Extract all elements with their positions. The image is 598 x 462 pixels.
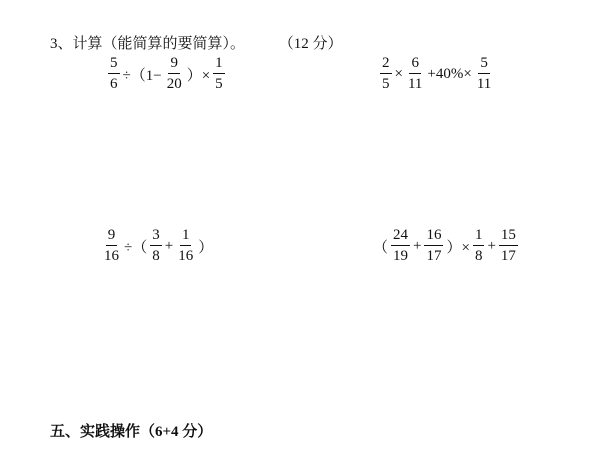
- fraction-numerator: 1: [180, 228, 192, 246]
- fraction: [391, 228, 410, 264]
- fraction: [424, 228, 443, 264]
- section-3-title: 3、计算（能简算的要简算）。: [50, 36, 246, 52]
- fraction: [108, 56, 120, 92]
- fraction-numerator: 5: [108, 56, 120, 74]
- fraction-denominator: 11: [407, 76, 423, 92]
- math-operator-text: ÷（: [124, 239, 148, 256]
- section-5-heading: 五、实践操作（6+4 分）: [50, 424, 213, 440]
- fraction-numerator: 5: [478, 56, 490, 74]
- fraction-numerator: 3: [150, 228, 162, 246]
- fraction-denominator: 6: [110, 76, 118, 92]
- fraction: [102, 228, 121, 264]
- math-operator-text: +: [487, 237, 496, 254]
- math-problem-3: [100, 228, 214, 264]
- math-operator-text: +: [164, 237, 174, 254]
- fraction-numerator: 15: [499, 228, 518, 246]
- fraction: [499, 228, 518, 264]
- fraction-denominator: 8: [152, 248, 160, 264]
- fraction-numerator: 9: [168, 56, 180, 74]
- fraction: [473, 228, 485, 264]
- fraction-denominator: 17: [426, 248, 442, 264]
- fraction: [213, 56, 225, 92]
- math-operator-text: ×: [394, 65, 403, 82]
- fraction-numerator: 9: [106, 228, 118, 246]
- fraction: [475, 56, 493, 92]
- fraction-numerator: 1: [473, 228, 485, 246]
- fraction-numerator: 2: [380, 56, 392, 74]
- fraction-denominator: 19: [393, 248, 409, 264]
- math-operator-text: ）×: [446, 239, 470, 256]
- math-operator-text: ）×: [186, 67, 211, 84]
- section-3-points: （12 分）: [278, 36, 343, 52]
- math-operator-text: +: [413, 237, 422, 254]
- fraction-denominator: 11: [476, 76, 492, 92]
- fraction-numerator: 24: [391, 228, 410, 246]
- fraction-denominator: 16: [104, 248, 119, 264]
- fraction-numerator: 16: [424, 228, 443, 246]
- math-operator-text: ）: [198, 239, 214, 256]
- math-problem-2: [378, 56, 495, 92]
- fraction-denominator: 20: [166, 76, 182, 92]
- fraction-numerator: 1: [213, 56, 225, 74]
- fraction-numerator: 6: [409, 56, 421, 74]
- math-operator-text: +40%×: [427, 65, 472, 82]
- section-3-heading: [50, 32, 343, 53]
- fraction-denominator: 8: [474, 248, 483, 264]
- math-operator-text: （: [373, 239, 389, 256]
- fraction: [165, 56, 184, 92]
- fraction: [150, 228, 162, 264]
- math-operator-text: ÷（1−: [122, 67, 162, 84]
- fraction-denominator: 5: [382, 76, 390, 92]
- math-problem-1: [106, 56, 227, 92]
- fraction-denominator: 5: [215, 76, 223, 92]
- fraction: [176, 228, 195, 264]
- math-problem-4: [372, 228, 520, 264]
- fraction: [406, 56, 424, 92]
- fraction-denominator: 16: [178, 248, 194, 264]
- fraction: [380, 56, 392, 92]
- fraction-denominator: 17: [500, 248, 516, 264]
